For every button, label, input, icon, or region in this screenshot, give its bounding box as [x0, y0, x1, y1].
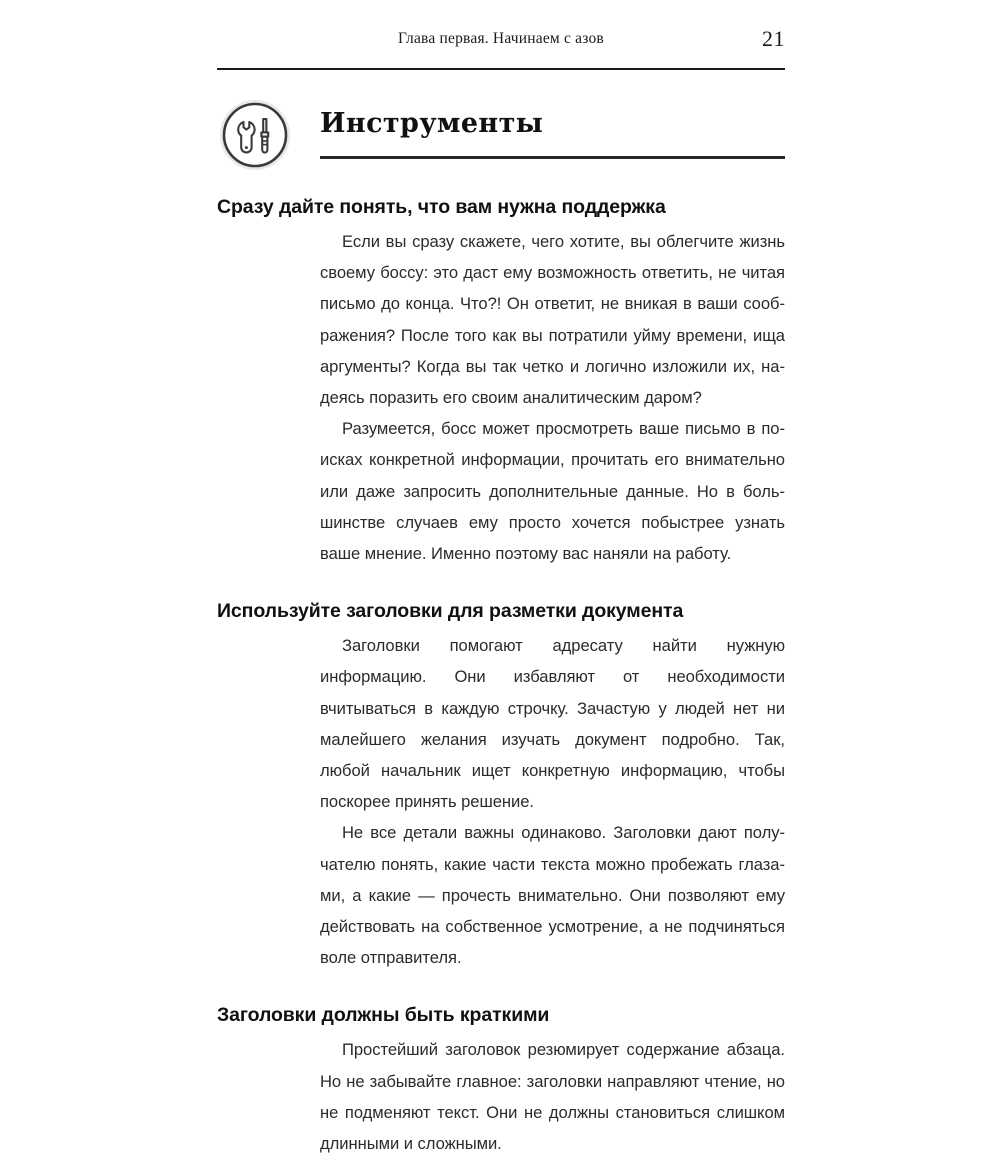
page-number: 21	[762, 26, 785, 51]
running-head	[217, 26, 785, 56]
paragraph: Разумеется, босс может просмотреть ваше письмо в поисках конкретной информации, прочитать его внимательно или даже запросить дополнительные данные. Но в большинстве случаев ему просто хочется побыстрее узнать ваше мнение. Именно поэтому вас наняли на работу.	[320, 419, 785, 564]
section-header	[217, 96, 785, 176]
page-content	[217, 195, 785, 1159]
paragraph: Если вы сразу скажете, чего хотите, вы облегчите жизнь своему боссу: это даст ему возможность ответить, не читая письмо до конца. Что?! Он ответит, не вникая в ваши соображения? После того как вы потратили уйму времени, ища аргументы? Когда вы так четко и логично изложили их, надеясь поразить его своим аналитическим даром?	[320, 232, 785, 408]
section-divider	[320, 156, 785, 159]
subsection-body-3	[320, 1034, 785, 1159]
running-head-title: Глава первая. Начинаем с азов	[398, 30, 604, 47]
section-title: Инструменты	[320, 108, 544, 139]
subsection-heading-3: Заголовки должны быть краткими	[217, 1004, 550, 1027]
subsection-heading-2: Используйте заголовки для разметки документа	[217, 600, 684, 623]
paragraph: Простейший заголовок резюмирует содержание абзаца. Но не забывайте главное: заголовки направляют чтение, но не подменяют текст. Они не должны становиться слишком длинными и сложными.	[320, 1040, 785, 1154]
header-divider	[217, 68, 785, 70]
subsection-body-2	[320, 630, 785, 973]
paragraph: Не все детали важны одинаково. Заголовки дают получателю понять, какие части текста можно пробежать глазами, а какие — прочесть внимательно. Они позволяют ему действовать на собственное усмотрение, а не подчиняться воле отправителя.	[320, 823, 785, 968]
spacer	[217, 973, 785, 1003]
subsection-body-1	[320, 226, 785, 569]
spacer	[217, 569, 785, 599]
paragraph: Заголовки помогают адресату найти нужную информацию. Они избавляют от необходимости вчитываться в каждую строчку. Зачастую у людей нет ни малейшего желания изучать документ подробно. Так, любой начальник ищет конкретную информацию, чтобы поскорее принять решение.	[320, 636, 785, 812]
subsection-heading-1: Сразу дайте понять, что вам нужна поддержка	[217, 196, 666, 218]
tools-icon	[219, 99, 291, 171]
